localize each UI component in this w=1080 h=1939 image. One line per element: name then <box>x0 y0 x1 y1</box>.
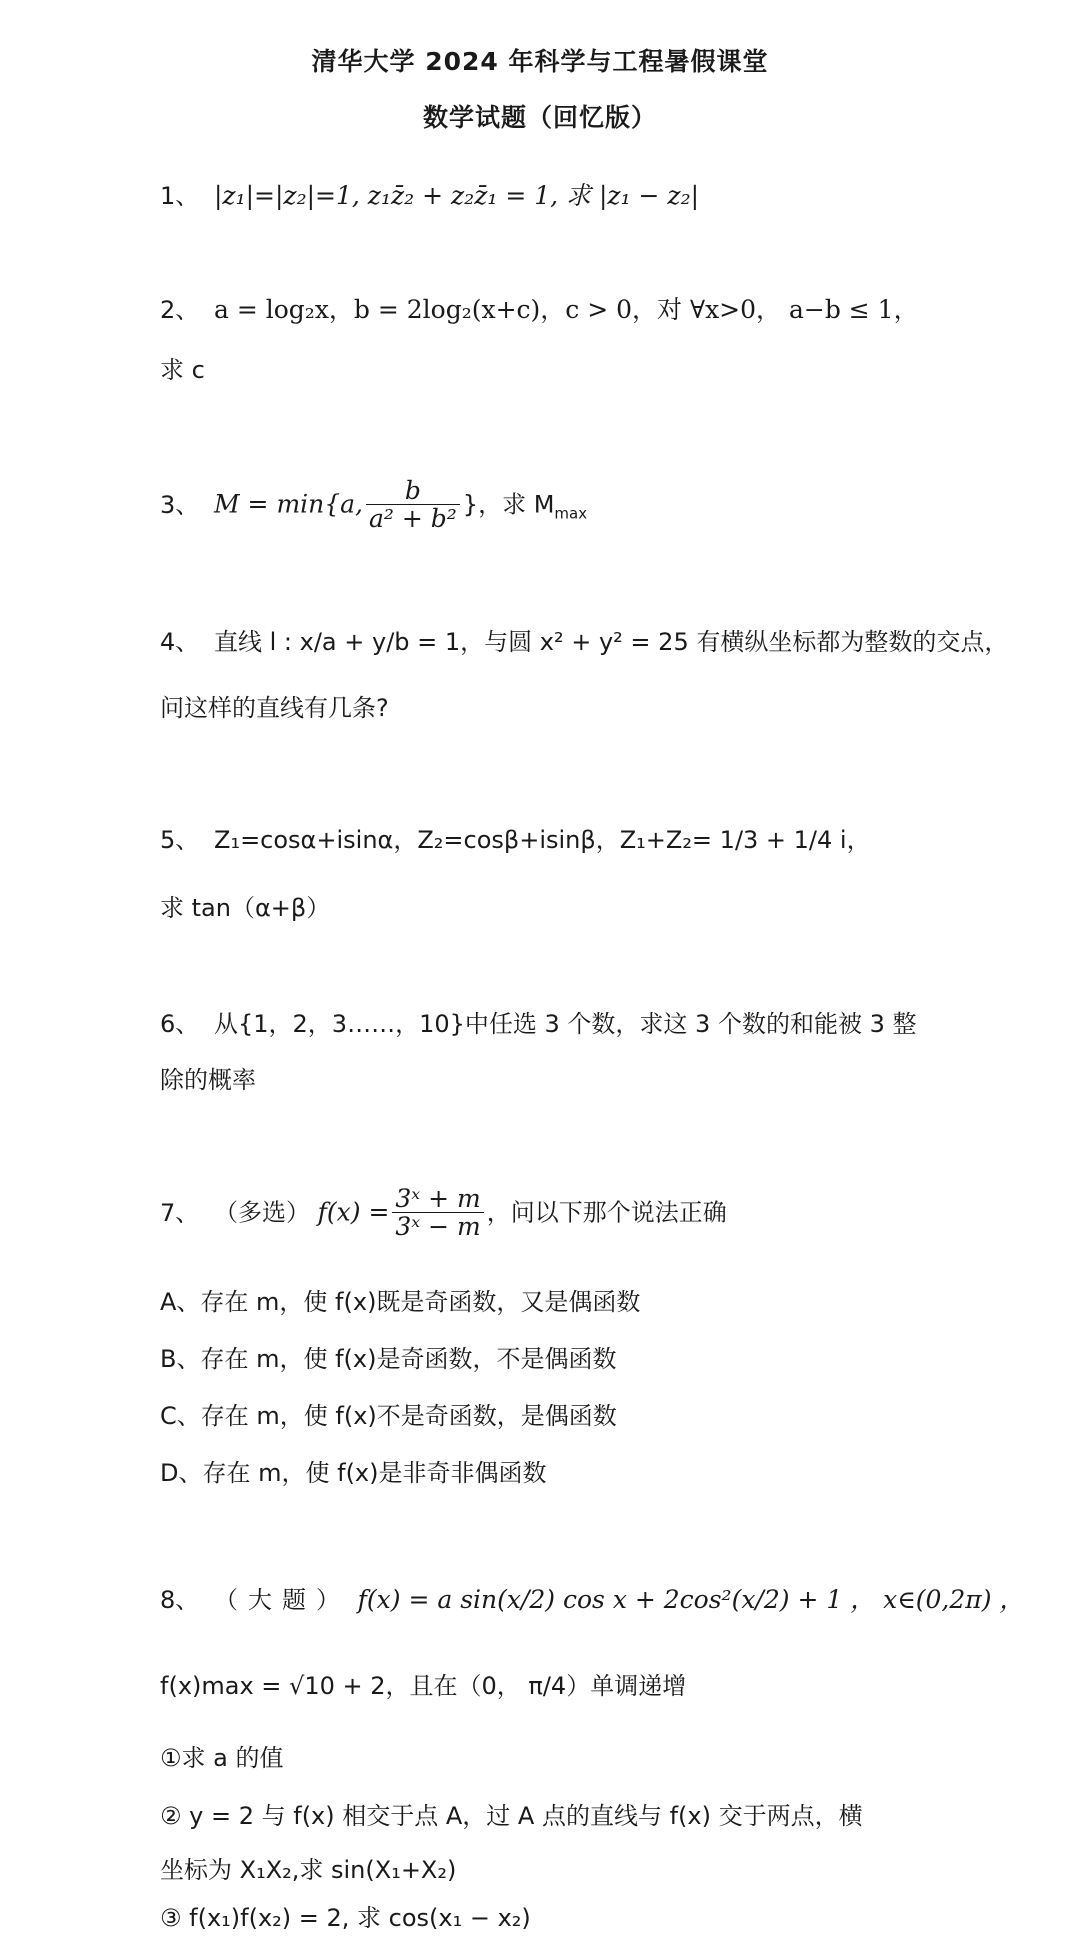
page-title: 清华大学 2024 年科学与工程暑假课堂 <box>311 47 769 76</box>
question-4-line-2: 问这样的直线有几条? <box>160 694 389 722</box>
question-3 <box>160 478 950 533</box>
question-number: 4、 <box>160 628 200 656</box>
fraction-denominator: 3ˣ − m <box>395 1212 481 1241</box>
question-2 <box>160 292 950 328</box>
fraction-denominator: a² + b² <box>369 504 457 533</box>
question-math-prefix: M = min{a, <box>214 489 363 519</box>
question-number: 2、 <box>160 296 200 324</box>
fraction <box>366 478 460 533</box>
question-suffix: ，问以下那个说法正确 <box>486 1198 727 1227</box>
question-number: 3、 <box>160 490 200 519</box>
sub-question-2: ② y = 2 与 f(x) 相交于点 A，过 A 点的直线与 f(x) 交于两点，横 <box>160 1802 863 1830</box>
question-8-line-2: f(x)max = √10 + 2，且在（0， π/4）单调递增 <box>160 1672 687 1700</box>
question-6-line-2: 除的概率 <box>160 1066 256 1094</box>
question-2-line-2: 求 c <box>160 356 205 384</box>
question-number: 8、 <box>160 1586 200 1614</box>
question-8 <box>160 1582 1025 1618</box>
question-5-line-2: 求 tan（α+β） <box>160 894 331 922</box>
question-math: |z₁|=|z₂|=1, z₁z̄₂ + z₂z̄₁ = 1, 求 |z₁ − z₂| <box>214 181 700 210</box>
page-subtitle: 数学试题（回忆版） <box>422 103 657 132</box>
question-text: 从{1，2，3……，10}中任选 3 个数，求这 3 个数的和能被 3 整 <box>214 1010 917 1038</box>
question-text: a = log₂x，b = 2log₂(x+c)，c > 0，对 ∀x>0， a−b ≤ 1， <box>214 295 919 324</box>
question-number: 7、 <box>160 1198 200 1227</box>
sub-question-3: ③ f(x₁)f(x₂) = 2, 求 cos(x₁ − x₂) <box>160 1904 531 1932</box>
question-1 <box>160 178 950 214</box>
sub-question-1: ①求 a 的值 <box>160 1744 284 1772</box>
question-4 <box>160 624 1009 660</box>
fraction-numerator: 3ˣ + m <box>392 1186 483 1213</box>
option-d: D、存在 m，使 f(x)是非奇非偶函数 <box>160 1459 547 1487</box>
question-math: f(x) = a sin(x/2) cos x + 2cos²(x/2) + 1 ， x∈(0,2π) ， <box>357 1585 1025 1614</box>
option-a: A、存在 m，使 f(x)既是奇函数，又是偶函数 <box>160 1288 641 1316</box>
question-number: 6、 <box>160 1010 200 1038</box>
fraction-numerator: b <box>366 478 460 505</box>
question-number: 1、 <box>160 182 200 210</box>
question-math: f(x) = <box>317 1197 390 1227</box>
fraction <box>392 1186 483 1241</box>
subscript-max: max <box>554 504 588 523</box>
question-suffix: }，求 M <box>462 490 555 519</box>
question-7 <box>160 1186 950 1241</box>
option-b: B、存在 m，使 f(x)是奇函数，不是偶函数 <box>160 1345 617 1373</box>
question-label: （多选） <box>214 1198 310 1227</box>
question-text: 直线 l : x/a + y/b = 1，与圆 x² + y² = 25 有横纵坐标都为整数的交点， <box>214 628 1009 656</box>
question-text: Z₁=cosα+isinα，Z₂=cosβ+isinβ，Z₁+Z₂= 1/3 + 1/4 i， <box>214 826 871 854</box>
question-5 <box>160 822 950 858</box>
option-c: C、存在 m，使 f(x)不是奇函数，是偶函数 <box>160 1402 617 1430</box>
question-number: 5、 <box>160 826 200 854</box>
question-6 <box>160 1006 950 1042</box>
question-label: （大题） <box>214 1586 350 1614</box>
sub-question-2-line-2: 坐标为 X₁X₂,求 sin(X₁+X₂) <box>160 1856 457 1884</box>
